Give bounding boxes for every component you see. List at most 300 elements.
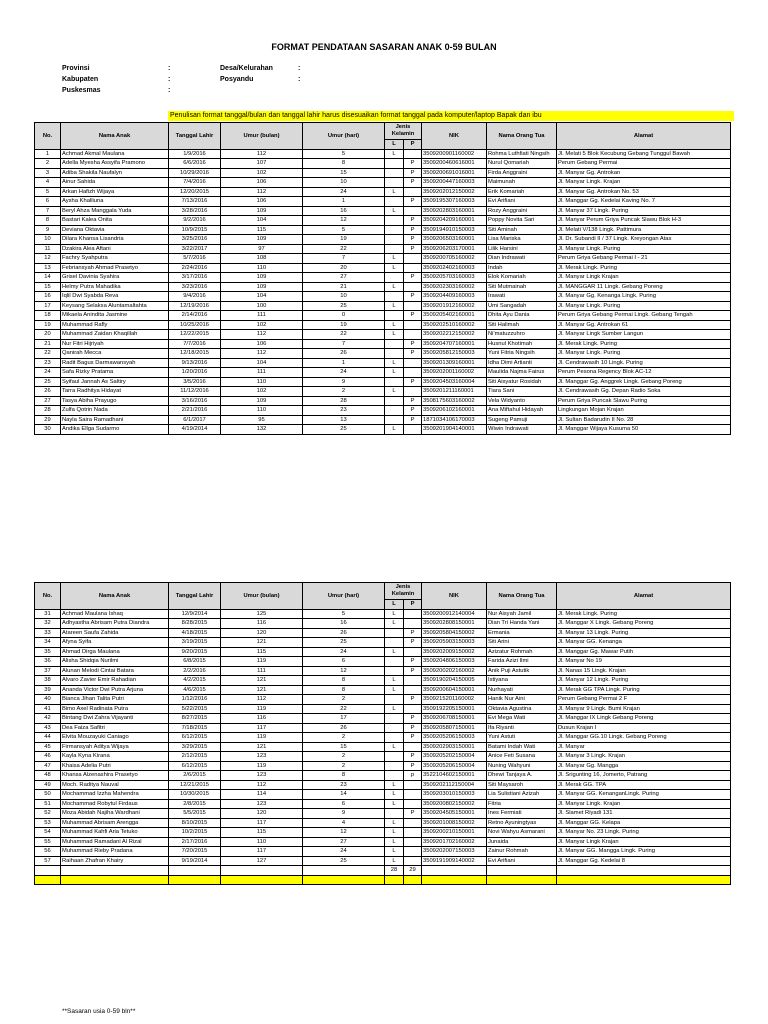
table-row (35, 159, 731, 169)
cell-tanggal-lahir: 2/8/2015 (169, 799, 221, 809)
cell-p (404, 187, 422, 197)
header-jenis-kelamin: Jenis Kelamin (385, 123, 422, 140)
cell-no: 36 (35, 657, 61, 667)
cell-l: L (385, 609, 404, 619)
table-row (35, 254, 731, 264)
cell-nama-ortu: Azizatur Rohmah (487, 647, 557, 657)
cell-alamat: Jl. MANGGAR 11 Lingk. Gebang Poreng (557, 282, 731, 292)
cell-l (385, 695, 404, 705)
cell-umur-bulan: 110 (221, 837, 303, 847)
cell-nik: 3509202112150004 (422, 780, 487, 790)
cell-nik: 3509205804150002 (422, 628, 487, 638)
cell-umur-bulan: 112 (221, 187, 303, 197)
cell-alamat: Jl. Merak GG TPA Lingk. Puring (557, 685, 731, 695)
cell-tanggal-lahir: 3/25/2016 (169, 235, 221, 245)
cell-l (385, 311, 404, 321)
cell-alamat: Dusun Krajan I (557, 723, 731, 733)
cell-nama-anak: Khaisa Adelia Putri (61, 761, 169, 771)
cell-tanggal-lahir: 1/9/2016 (169, 149, 221, 159)
cell-umur-bulan: 112 (221, 780, 303, 790)
cell-no: 33 (35, 628, 61, 638)
cell-alamat: Jl. Manyar 37 Lingk. Puring (557, 206, 731, 216)
cell-umur-hari: 15 (303, 168, 385, 178)
cell-umur-hari: 25 (303, 856, 385, 866)
cell-nik: 3509205206150003 (422, 733, 487, 743)
cell-no: 27 (35, 396, 61, 406)
cell-no: 18 (35, 311, 61, 321)
cell-alamat: Jl. Manyar Lingk Krajan (557, 273, 731, 283)
cell-nik: 3509200691016001 (422, 168, 487, 178)
table-row (35, 244, 731, 254)
cell-alamat: Jl. Manyar 9 Lingk. Bumi Krajan (557, 704, 731, 714)
cell-no: 16 (35, 292, 61, 302)
cell-l: L (385, 206, 404, 216)
page-title: FORMAT PENDATAAN SASARAN ANAK 0-59 BULAN (271, 42, 497, 52)
cell-nama-anak: Dilara Khansa Lisandria (61, 235, 169, 245)
cell-p: P (404, 197, 422, 207)
cell-tanggal-lahir: 12/9/2014 (169, 609, 221, 619)
cell-alamat: Jl. Merak GG. TPA (557, 780, 731, 790)
cell-nama-ortu: Poppy Novita Sari (487, 216, 557, 226)
cell-nama-ortu: Firda Anggraini (487, 168, 557, 178)
total-l: 28 (385, 866, 404, 876)
cell-p (404, 387, 422, 397)
kabupaten-colon: : (168, 76, 171, 83)
cell-umur-bulan: 108 (221, 254, 303, 264)
cell-nik: 3509204505150001 (422, 809, 487, 819)
cell-no: 13 (35, 263, 61, 273)
cell-umur-hari: 25 (303, 425, 385, 435)
cell-l (385, 339, 404, 349)
cell-nik: 3509202007150003 (422, 847, 487, 857)
cell-alamat: Jl. Manyar No 19 (557, 657, 731, 667)
cell-l: L (385, 425, 404, 435)
puskesmas-colon: : (168, 87, 171, 94)
cell-umur-hari: 24 (303, 647, 385, 657)
cell-tanggal-lahir: 5/22/2015 (169, 704, 221, 714)
cell-nik: 3509200460616001 (422, 159, 487, 169)
table-row (35, 387, 731, 397)
cell-no: 46 (35, 752, 61, 762)
cell-p (404, 330, 422, 340)
cell-l: L (385, 368, 404, 378)
cell-l (385, 809, 404, 819)
cell-nik: 3509205402160001 (422, 311, 487, 321)
cell-alamat: Jl. Manyar Gg. Kenanga Lingk. Puring (557, 292, 731, 302)
cell-nama-anak: Tarra Radhitya Hidayat (61, 387, 169, 397)
header-tanggal-lahir: Tanggal Lahir (169, 583, 221, 610)
cell-p: P (404, 377, 422, 387)
cell-l (385, 349, 404, 359)
cell-tanggal-lahir: 3/5/2016 (169, 377, 221, 387)
table-row (35, 799, 731, 809)
cell-nama-ortu: Ines Fermiati (487, 809, 557, 819)
cell-no: 31 (35, 609, 61, 619)
cell-alamat: Jl. Manyar GG. Kenanga (557, 638, 731, 648)
cell-nama-anak: Muhammad Kahfi Aria Tetuko (61, 828, 169, 838)
cell-no: 26 (35, 387, 61, 397)
table-row (35, 149, 731, 159)
cell-nama-anak: Achmad Maulana Ishaq (61, 609, 169, 619)
cell-no: 14 (35, 273, 61, 283)
cell-nama-anak: Nur Fitri Hijriyah (61, 339, 169, 349)
cell-p: P (404, 406, 422, 416)
cell-nama-ortu: Batami Indah Wati (487, 742, 557, 752)
cell-nama-ortu: Zainur Rohmah (487, 847, 557, 857)
cell-umur-bulan: 104 (221, 292, 303, 302)
cell-umur-bulan: 112 (221, 695, 303, 705)
table-row (35, 809, 731, 819)
cell-umur-hari: 19 (303, 235, 385, 245)
cell-nama-anak: Andika Ellga Sudarmo (61, 425, 169, 435)
cell-l (385, 216, 404, 226)
cell-umur-hari: 27 (303, 837, 385, 847)
cell-l: L (385, 790, 404, 800)
cell-nik: 3509202510160002 (422, 320, 487, 330)
cell-p (404, 254, 422, 264)
cell-alamat: Jl. Melati 5 Blok Kecubung Gebang Tunggul Bawah (557, 149, 731, 159)
table-row (35, 206, 731, 216)
cell-p: P (404, 695, 422, 705)
header-nik: NIK (422, 123, 487, 150)
cell-alamat: Jl. Manggar Wijaya Kusuma 50 (557, 425, 731, 435)
table-row (35, 723, 731, 733)
cell-nama-anak: Achmad Akmal Maulana (61, 149, 169, 159)
cell-umur-bulan: 127 (221, 856, 303, 866)
cell-umur-bulan: 121 (221, 742, 303, 752)
cell-umur-hari: 27 (303, 273, 385, 283)
header-jenis-kelamin: Jenis Kelamin (385, 583, 422, 600)
cell-alamat: Jl. Manggar Gg. Mawar Putih (557, 647, 731, 657)
cell-umur-bulan: 115 (221, 828, 303, 838)
table-row (35, 695, 731, 705)
cell-l: L (385, 818, 404, 828)
table-row (35, 837, 731, 847)
cell-l: L (385, 828, 404, 838)
cell-nama-ortu: Lisa Mariska (487, 235, 557, 245)
cell-nama-anak: Raihaan Zhafran Khairy (61, 856, 169, 866)
cell-umur-bulan: 102 (221, 168, 303, 178)
cell-nama-ortu: Fitria (487, 799, 557, 809)
cell-umur-bulan: 110 (221, 406, 303, 416)
cell-p: P (404, 415, 422, 425)
cell-nama-anak: Radit Bagus Darmawansyah (61, 358, 169, 368)
cell-tanggal-lahir: 2/2/2016 (169, 666, 221, 676)
cell-p: P (404, 396, 422, 406)
posyandu-colon: : (298, 76, 301, 83)
cell-p (404, 425, 422, 435)
cell-tanggal-lahir: 4/18/2015 (169, 628, 221, 638)
cell-tanggal-lahir: 7/4/2016 (169, 178, 221, 188)
cell-alamat: Jl. Cendrawasih 10 Lingk. Puring (557, 358, 731, 368)
cell-l (385, 752, 404, 762)
header-p: P (404, 140, 422, 150)
cell-p (404, 818, 422, 828)
cell-nik: 3509205202150004 (422, 752, 487, 762)
cell-tanggal-lahir: 10/2/2015 (169, 828, 221, 838)
cell-umur-bulan: 119 (221, 761, 303, 771)
cell-nik: 3509202001160002 (422, 368, 487, 378)
cell-umur-bulan: 123 (221, 771, 303, 781)
table-row (35, 349, 731, 359)
cell-l: L (385, 856, 404, 866)
cell-nama-anak: Muhammad Rieby Pradana (61, 847, 169, 857)
cell-umur-bulan: 111 (221, 311, 303, 321)
cell-tanggal-lahir: 10/29/2016 (169, 168, 221, 178)
cell-alamat: Jl. Manyar Gg. Antrokan 61 (557, 320, 731, 330)
cell-tanggal-lahir: 3/22/2017 (169, 244, 221, 254)
cell-nama-anak: Safa Rizky Pratama (61, 368, 169, 378)
cell-nik: 3509200901160002 (422, 149, 487, 159)
cell-alamat: Jl. Sultan Badarudin II No. 28 (557, 415, 731, 425)
cell-alamat: Jl. Manyar 3 Lingk. Krajan (557, 752, 731, 762)
cell-nik: 3509201309160001 (422, 358, 487, 368)
cell-umur-hari: 20 (303, 263, 385, 273)
cell-alamat: Jl. Manggar GG.10 Lingk. Gebang Poreng (557, 733, 731, 743)
table-row (35, 657, 731, 667)
cell-nama-ortu: Wiwin Indrawati (487, 425, 557, 435)
cell-l (385, 197, 404, 207)
cell-nama-anak: Tasya Abiha Prayugo (61, 396, 169, 406)
cell-nama-anak: Helmy Putra Mahadika (61, 282, 169, 292)
cell-nama-anak: Bianca Jihan Talita Putri (61, 695, 169, 705)
cell-p: P (404, 216, 422, 226)
cell-no: 21 (35, 339, 61, 349)
cell-umur-hari: 24 (303, 368, 385, 378)
cell-nama-ortu: Anik Puji Astutik (487, 666, 557, 676)
table-row (35, 425, 731, 435)
yellow-row (35, 875, 731, 885)
cell-umur-hari: 24 (303, 847, 385, 857)
cell-nama-ortu: Lia Sulistiani Azizah (487, 790, 557, 800)
cell-umur-hari: 23 (303, 406, 385, 416)
date-format-note: Penulisan format tanggal/bulan dan tanggal lahir harus disesuaikan format tanggal pada komputer/laptop Bapak dan ibu (168, 111, 734, 121)
header-umur-bulan: Umur (bulan) (221, 583, 303, 610)
cell-alamat: Jl. Merak Lingk. Puring (557, 339, 731, 349)
header-tanggal-lahir: Tanggal Lahir (169, 123, 221, 150)
cell-nama-anak: Mikaela Anindita Jasmine (61, 311, 169, 321)
cell-umur-hari: 2 (303, 761, 385, 771)
cell-nama-ortu: Farida Azizi Ilmi (487, 657, 557, 667)
cell-umur-bulan: 121 (221, 676, 303, 686)
header-no: No. (35, 123, 61, 150)
cell-alamat: Perum Griya Gebang Permai Lingk. Gebang Tengah (557, 311, 731, 321)
cell-tanggal-lahir: 2/6/2015 (169, 771, 221, 781)
cell-tanggal-lahir: 10/30/2015 (169, 790, 221, 800)
cell-umur-hari: 16 (303, 619, 385, 629)
cell-no: 53 (35, 818, 61, 828)
cell-umur-bulan: 120 (221, 809, 303, 819)
cell-no: 44 (35, 733, 61, 743)
cell-umur-bulan: 117 (221, 847, 303, 857)
cell-alamat: Jl. Manyar Lingk. Krajan (557, 799, 731, 809)
cell-alamat: Jl. Manyar GG. Mangga Lingk. Puring (557, 847, 731, 857)
cell-p: P (404, 733, 422, 743)
cell-p (404, 780, 422, 790)
cell-nama-ortu: Indah (487, 263, 557, 273)
cell-umur-hari: 2 (303, 387, 385, 397)
cell-umur-hari: 6 (303, 657, 385, 667)
cell-p: P (404, 225, 422, 235)
cell-nik: 3509204806150003 (422, 657, 487, 667)
cell-tanggal-lahir: 6/12/2015 (169, 761, 221, 771)
table-row (35, 311, 731, 321)
cell-nama-anak: Syifaul Jannah As Saltiry (61, 377, 169, 387)
cell-tanggal-lahir: 3/29/2015 (169, 742, 221, 752)
cell-umur-hari: 13 (303, 415, 385, 425)
cell-nik: 3509202212150002 (422, 330, 487, 340)
cell-alamat: Jl. Manyar 13 Lingk. Puring (557, 628, 731, 638)
cell-umur-bulan: 109 (221, 206, 303, 216)
cell-nik: 3509201702160002 (422, 837, 487, 847)
cell-umur-hari: 0 (303, 311, 385, 321)
cell-nama-ortu: Dian Tri Handa Yani (487, 619, 557, 629)
cell-l: L (385, 847, 404, 857)
cell-alamat: Jl. Manyar Lingk. Krajan (557, 178, 731, 188)
cell-umur-bulan: 121 (221, 638, 303, 648)
cell-p (404, 799, 422, 809)
cell-nik: 3509202402160003 (422, 263, 487, 273)
cell-nama-ortu: Rozy Anggraini (487, 206, 557, 216)
cell-l: L (385, 282, 404, 292)
cell-nama-anak: Adiba Shakila Naufalyn (61, 168, 169, 178)
cell-nama-anak: Alisha Shidqia Nurilmi (61, 657, 169, 667)
cell-umur-hari: 16 (303, 206, 385, 216)
desa-colon: : (298, 65, 301, 72)
cell-nama-anak: Afyna Syifa (61, 638, 169, 648)
cell-no: 20 (35, 330, 61, 340)
cell-no: 8 (35, 216, 61, 226)
cell-tanggal-lahir: 8/10/2015 (169, 818, 221, 828)
cell-no: 49 (35, 780, 61, 790)
cell-no: 2 (35, 159, 61, 169)
cell-nik: 3509215201160002 (422, 695, 487, 705)
cell-no: 23 (35, 358, 61, 368)
cell-umur-hari: 25 (303, 638, 385, 648)
header-umur-hari: Umur (hari) (303, 123, 385, 150)
cell-l: L (385, 187, 404, 197)
cell-tanggal-lahir: 2/14/2016 (169, 311, 221, 321)
cell-tanggal-lahir: 9/13/2016 (169, 358, 221, 368)
cell-nama-anak: Muhammad Ramadani Al Rizal (61, 837, 169, 847)
cell-alamat: Jl. Manyar Lingk. Puring (557, 244, 731, 254)
cell-nik: 3509202009150002 (422, 647, 487, 657)
cell-l (385, 723, 404, 733)
cell-tanggal-lahir: 12/18/2015 (169, 349, 221, 359)
cell-no: 28 (35, 406, 61, 416)
cell-tanggal-lahir: 1/20/2016 (169, 368, 221, 378)
header-no: No. (35, 583, 61, 610)
cell-nama-anak: Bastari Kalea Onita (61, 216, 169, 226)
desa-label: Desa/Kelurahan (220, 65, 273, 72)
cell-umur-bulan: 109 (221, 235, 303, 245)
cell-nama-ortu: Nurul Qomariah (487, 159, 557, 169)
header-p: P (404, 600, 422, 610)
posyandu-label: Posyandu (220, 76, 254, 83)
total-p: 29 (404, 866, 422, 876)
cell-nama-ortu: Ana Miftahul Hidayah (487, 406, 557, 416)
cell-nama-ortu: Yuni Fitria Ningsih (487, 349, 557, 359)
cell-alamat: Jl. Manyar (557, 742, 731, 752)
cell-p (404, 301, 422, 311)
cell-umur-hari: 5 (303, 225, 385, 235)
cell-p (404, 837, 422, 847)
cell-no: 9 (35, 225, 61, 235)
cell-no: 3 (35, 168, 61, 178)
cell-l (385, 415, 404, 425)
table-row (35, 733, 731, 743)
table-row (35, 197, 731, 207)
cell-alamat: Jl. Manyar Lingk. Puring (557, 349, 731, 359)
cell-nama-ortu: Junaida (487, 837, 557, 847)
cell-no: 56 (35, 847, 61, 857)
table-row (35, 339, 731, 349)
cell-umur-hari: 15 (303, 742, 385, 752)
cell-nama-ortu: Irawati (487, 292, 557, 302)
cell-l: L (385, 254, 404, 264)
cell-umur-hari: 2 (303, 752, 385, 762)
cell-nama-anak: Muhammad Rafly (61, 320, 169, 330)
cell-l (385, 396, 404, 406)
cell-l: L (385, 676, 404, 686)
cell-l (385, 168, 404, 178)
cell-umur-hari: 10 (303, 178, 385, 188)
provinsi-label: Provinsi (62, 65, 90, 72)
cell-nik: 3508175603160002 (422, 396, 487, 406)
data-table-1 (34, 122, 731, 435)
cell-umur-hari: 8 (303, 676, 385, 686)
cell-nik: 3509203010150003 (422, 790, 487, 800)
cell-no: 47 (35, 761, 61, 771)
cell-alamat: Jl. Manggar Gg. Kedelai 8 (557, 856, 731, 866)
cell-tanggal-lahir: 4/2/2015 (169, 676, 221, 686)
cell-nama-anak: Aysha Khalliuna (61, 197, 169, 207)
cell-umur-hari: 22 (303, 244, 385, 254)
cell-nama-ortu: Umi Sangadah (487, 301, 557, 311)
cell-p (404, 320, 422, 330)
cell-umur-bulan: 119 (221, 733, 303, 743)
cell-no: 15 (35, 282, 61, 292)
cell-nik: 3509201904140001 (422, 425, 487, 435)
cell-umur-bulan: 109 (221, 282, 303, 292)
table-row (35, 752, 731, 762)
cell-tanggal-lahir: 6/6/2016 (169, 159, 221, 169)
cell-alamat: Jl. Manggar IX Lingk Gebang Poreng (557, 714, 731, 724)
cell-umur-bulan: 110 (221, 377, 303, 387)
cell-alamat: Perum Gebang Permai (557, 159, 731, 169)
cell-alamat: Jl. Manyar Gg. Antrokan (557, 168, 731, 178)
cell-p (404, 847, 422, 857)
cell-l (385, 771, 404, 781)
table-row (35, 273, 731, 283)
table-row (35, 216, 731, 226)
cell-umur-bulan: 110 (221, 263, 303, 273)
cell-nama-ortu: Nurhayati (487, 685, 557, 695)
cell-umur-hari: 22 (303, 330, 385, 340)
cell-no: 22 (35, 349, 61, 359)
cell-p (404, 742, 422, 752)
table-row (35, 638, 731, 648)
cell-no: 51 (35, 799, 61, 809)
cell-umur-hari: 2 (303, 695, 385, 705)
totals-row (35, 866, 731, 876)
cell-nik: 3509192205150001 (422, 704, 487, 714)
cell-umur-hari: 23 (303, 780, 385, 790)
cell-nik: 3509205903150003 (422, 638, 487, 648)
cell-l (385, 292, 404, 302)
cell-umur-bulan: 114 (221, 790, 303, 800)
cell-tanggal-lahir: 5/7/2016 (169, 254, 221, 264)
